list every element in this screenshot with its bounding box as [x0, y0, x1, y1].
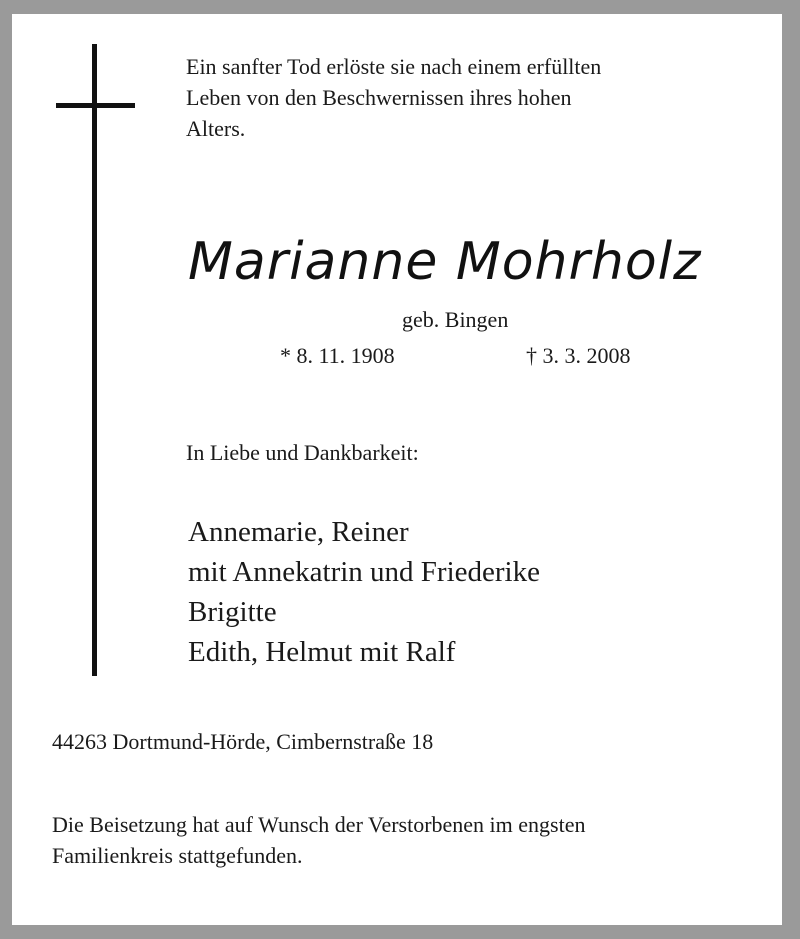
maiden-name: geb. Bingen	[402, 307, 509, 332]
closing-line: Familienkreis stattgefunden.	[52, 843, 303, 868]
intro-text	[186, 51, 601, 144]
family-line: mit Annekatrin und Friederike	[188, 556, 540, 588]
family-line: Annemarie, Reiner	[188, 516, 409, 548]
family-list	[188, 512, 540, 672]
cross-horizontal-bar	[56, 103, 135, 108]
family-line: Brigitte	[188, 596, 277, 628]
family-line: Edith, Helmut mit Ralf	[188, 636, 456, 668]
death-date: † 3. 3. 2008	[526, 343, 631, 368]
intro-line: Leben von den Beschwernissen ihres hohen	[186, 85, 572, 110]
birth-date: * 8. 11. 1908	[280, 343, 395, 368]
thanks-heading: In Liebe und Dankbarkeit:	[186, 440, 419, 465]
obituary-card	[12, 14, 782, 925]
cross-vertical-bar	[92, 44, 97, 676]
closing-line: Die Beisetzung hat auf Wunsch der Verstorbenen im engsten	[52, 812, 586, 837]
address: 44263 Dortmund-Hörde, Cimbernstraße 18	[52, 729, 434, 754]
closing-text	[52, 809, 586, 871]
deceased-name: Marianne Mohrholz	[188, 232, 702, 292]
intro-line: Alters.	[186, 116, 246, 141]
intro-line: Ein sanfter Tod erlöste sie nach einem erfüllten	[186, 54, 602, 79]
